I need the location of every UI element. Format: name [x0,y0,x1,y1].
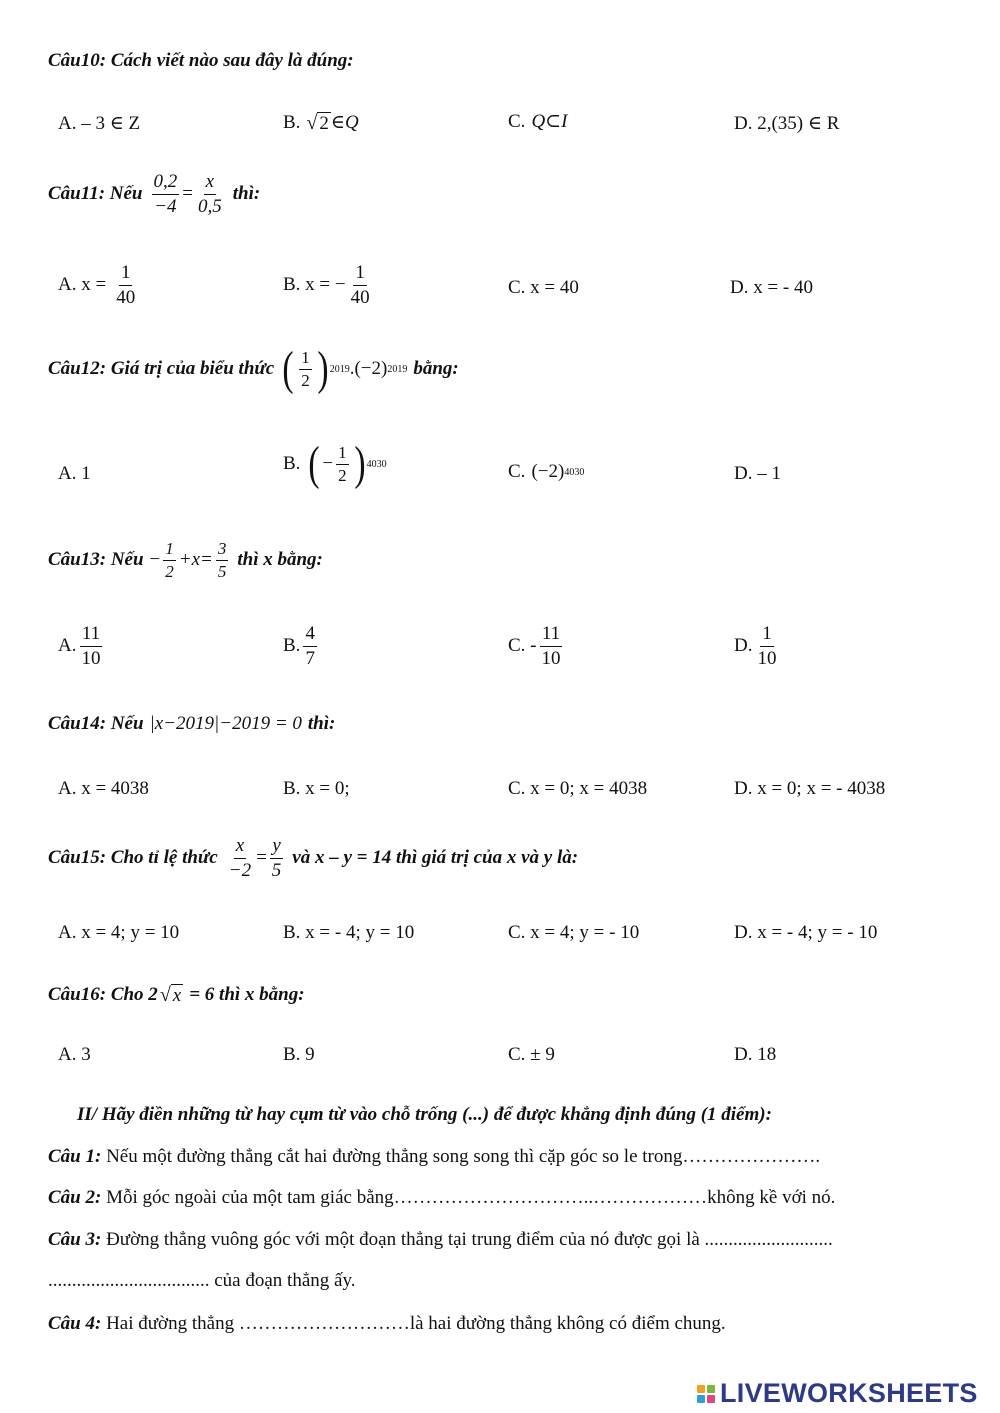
fraction: $\frac{y}{5}$ [271,835,282,881]
question-16-option-c[interactable]: C. ± 9 [508,1044,555,1065]
fraction: $\frac{1}{40}$ [350,262,370,308]
question-10-title: Câu10: Cách viết nào sau đây là đúng: [48,50,354,71]
question-12-option-d[interactable]: D. – 1 [734,463,781,484]
question-16-option-d[interactable]: D. 18 [734,1044,777,1065]
parenthesized-fraction: ( $\frac{1}{2}$ ) [282,342,329,395]
question-13-option-a[interactable]: A. $\frac{11}{10}$ [58,623,101,669]
fraction: $\frac{11}{10}$ [81,623,101,669]
fraction: $\frac{3}{5}$ [217,539,227,581]
fraction: $\frac{4}{7}$ [305,623,315,669]
liveworksheets-logo-text: LIVEWORKSHEETS [720,1378,978,1408]
question-12-title: Câu12: Giá trị của biểu thức ( $\frac{1}{2}$ ) 2019 .(−2) 2019 bằng: [48,342,459,395]
question-16-option-a[interactable]: A. 3 [58,1044,91,1065]
fill-blank-4[interactable]: Câu 4: Hai đường thẳng ………………………là hai đường thẳng không có điểm chung. [48,1313,726,1334]
question-13-option-b[interactable]: B. $\frac{4}{7}$ [283,623,315,669]
question-15-option-a[interactable]: A. x = 4; y = 10 [58,922,180,943]
fraction: $\frac{1}{40}$ [116,262,136,308]
fill-blank-3[interactable]: Câu 3: Đường thẳng vuông góc với một đoạn thẳng tại trung điểm của nó được gọi là ........................... [48,1229,833,1250]
sqrt-symbol: √ 2 [306,112,329,134]
question-14-title: Câu14: Nếu |x−2019|−2019 = 0 thì: [48,713,336,734]
fraction: $\frac{11}{10}$ [541,623,561,669]
question-11-option-a[interactable]: A. x = $\frac{1}{40}$ [58,262,136,308]
question-16-option-b[interactable]: B. 9 [283,1044,315,1065]
question-13-title: Câu13: Nếu − $\frac{1}{2}$ +x= $\frac{3}{5}$ thì x bằng: [48,539,323,581]
question-12-option-c[interactable]: C. (−2) 4030 [508,461,585,482]
question-14-option-c[interactable]: C. x = 0; x = 4038 [508,778,648,799]
question-15-option-b[interactable]: B. x = - 4; y = 10 [283,922,415,943]
fill-blank-3-continued[interactable]: .................................. của đoạn thẳng ấy. [48,1270,356,1291]
question-13-option-d[interactable]: D. $\frac{1}{10}$ [734,623,777,669]
fraction: $\frac{0,2}{-4}$ [153,171,178,217]
question-10-option-d[interactable]: D. 2,(35) ∈ R [734,113,840,134]
question-15-title: Câu15: Cho tỉ lệ thức $\frac{x}{-2}$ = $\frac{y}{5}$ và x – y = 14 thì giá trị của x và y là: [48,835,579,881]
question-11-option-d[interactable]: D. x = - 40 [730,277,814,298]
part-2-heading: II/ Hãy điền những từ hay cụm từ vào chỗ trống (...) để được khẳng định đúng (1 điểm): [77,1104,772,1125]
question-15-option-d[interactable]: D. x = - 4; y = - 10 [734,922,878,943]
question-11-option-c[interactable]: C. x = 40 [508,277,579,298]
question-12-option-a[interactable]: A. 1 [58,463,91,484]
question-11-option-b[interactable]: B. x = − $\frac{1}{40}$ [283,262,370,308]
liveworksheets-logo [697,1378,978,1409]
liveworksheets-logo-icon [697,1385,715,1403]
fraction: $\frac{1}{10}$ [757,623,777,669]
question-15-option-c[interactable]: C. x = 4; y = - 10 [508,922,640,943]
question-14-option-b[interactable]: B. x = 0; [283,778,350,799]
question-10-option-c[interactable]: C. Q⊂I [508,110,568,132]
fraction: $\frac{x}{-2}$ [228,835,252,881]
question-16-title: Câu16: Cho 2 √ x = 6 thì x bằng: [48,983,305,1006]
question-10-option-b[interactable]: B. √ 2 ∈Q [283,111,359,134]
fraction: $\frac{1}{2}$ [165,539,174,581]
question-12-option-b[interactable]: B. ( − $\frac{1}{2}$ ) 4030 [283,437,387,490]
question-11-title: Câu11: Nếu $\frac{0,2}{-4}$ = $\frac{x}{0,5}$ thì: [48,171,261,217]
question-14-option-d[interactable]: D. x = 0; x = - 4038 [734,778,886,799]
parenthesized-fraction: ( − $\frac{1}{2}$ ) [308,437,366,490]
question-14-option-a[interactable]: A. x = 4038 [58,778,149,799]
fraction: $\frac{x}{0,5}$ [197,171,222,217]
sqrt-symbol: √ x [159,984,182,1006]
question-13-option-c[interactable]: C. - $\frac{11}{10}$ [508,623,561,669]
fill-blank-1[interactable]: Câu 1: Nếu một đường thẳng cắt hai đường thẳng song song thì cặp góc so le trong…………………. [48,1146,821,1167]
fill-blank-2[interactable]: Câu 2: Mỗi góc ngoài của một tam giác bằng…………………………..………………không kề với nó. [48,1187,836,1208]
question-10-option-a[interactable]: A. – 3 ∈ Z [58,113,141,134]
